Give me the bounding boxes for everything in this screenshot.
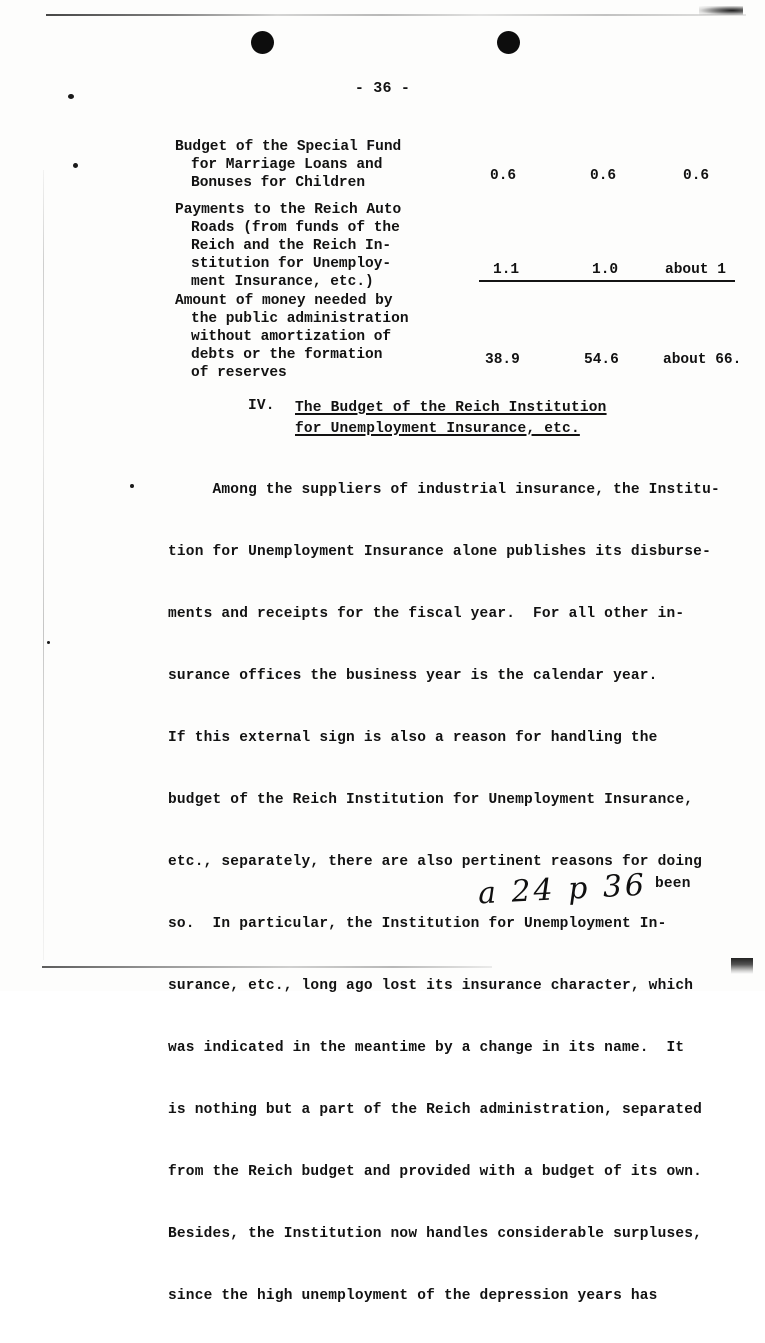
- body-line: was indicated in the meantime by a change in its name. It: [168, 1040, 685, 1056]
- page-number: - 36 -: [354, 80, 411, 97]
- body-paragraph: [168, 443, 748, 1343]
- body-line: Among the suppliers of industrial insurance, the Institu-: [168, 482, 720, 498]
- table-cell-value: 0.6: [683, 168, 710, 184]
- scan-speck: [130, 484, 134, 488]
- page-top-edge-line: [46, 14, 746, 16]
- table-row-label-line: debts or the formation: [191, 347, 383, 363]
- body-line: surance offices the business year is the calendar year.: [168, 668, 658, 684]
- table-cell-value: 54.6: [584, 352, 619, 368]
- table-row-label-line: of reserves: [191, 365, 287, 381]
- table-row-label: [175, 201, 401, 291]
- scan-speck: [73, 163, 78, 168]
- body-line: tion for Unemployment Insurance alone publishes its disburse-: [168, 544, 711, 560]
- table-row-label-line: Payments to the Reich Auto: [175, 202, 402, 218]
- body-line: is nothing but a part of the Reich administration, separated: [168, 1102, 703, 1118]
- trailing-word: been: [655, 876, 691, 892]
- scan-speck: [47, 641, 50, 644]
- table-cell-value: 1.0: [592, 262, 619, 278]
- body-line: surance, etc., long ago lost its insurance character, which: [168, 978, 694, 994]
- body-line: budget of the Reich Institution for Unemployment Insurance,: [168, 792, 694, 808]
- body-line: so. In particular, the Institution for Unemployment In-: [168, 916, 667, 932]
- section-heading: [295, 398, 607, 440]
- table-row-label-line: Budget of the Special Fund: [175, 139, 402, 155]
- table-row-label-line: Amount of money needed by: [175, 293, 393, 309]
- table-row-label-line: Reich and the Reich In-: [191, 238, 392, 254]
- punch-hole-right: [497, 31, 520, 54]
- body-line: from the Reich budget and provided with a budget of its own.: [168, 1164, 703, 1180]
- table-cell-value: 38.9: [485, 352, 520, 368]
- table-row-label-line: for Marriage Loans and: [191, 157, 383, 173]
- table-cell-value: about 66.: [663, 352, 742, 368]
- body-line: If this external sign is also a reason for handling the: [168, 730, 658, 746]
- table-row-label-line: Bonuses for Children: [191, 175, 366, 191]
- top-right-smudge: [699, 6, 743, 15]
- table-row-label-line: ment Insurance, etc.): [191, 274, 374, 290]
- section-heading-line: The Budget of the Reich Institution: [295, 400, 607, 416]
- handwritten-annotation: a 24 p 36: [477, 867, 648, 912]
- table-row-label: [175, 138, 401, 192]
- table-row-label-line: Roads (from funds of the: [191, 220, 400, 236]
- table-cell-value: 0.6: [490, 168, 517, 184]
- table-cell-value: 1.1: [493, 262, 520, 278]
- body-line: etc., separately, there are also pertinent reasons for doing: [168, 854, 703, 870]
- table-cell-value: about 1: [665, 262, 726, 278]
- punch-hole-left: [251, 31, 274, 54]
- section-heading-line: for Unemployment Insurance, etc.: [295, 421, 580, 437]
- table-row-label-line: without amortization of: [191, 329, 392, 345]
- table-cell-value: 0.6: [590, 168, 617, 184]
- table-row-underline: [479, 280, 735, 282]
- body-line: since the high unemployment of the depression years has: [168, 1288, 658, 1304]
- table-row-label-line: the public administration: [191, 311, 409, 327]
- body-line: ments and receipts for the fiscal year. For all other in-: [168, 606, 685, 622]
- table-row-label: [175, 292, 409, 382]
- table-row-label-line: stitution for Unemploy-: [191, 256, 392, 272]
- page-left-edge-line: [43, 170, 44, 960]
- section-number: IV.: [248, 398, 275, 414]
- body-line: Besides, the Institution now handles considerable surpluses,: [168, 1226, 703, 1242]
